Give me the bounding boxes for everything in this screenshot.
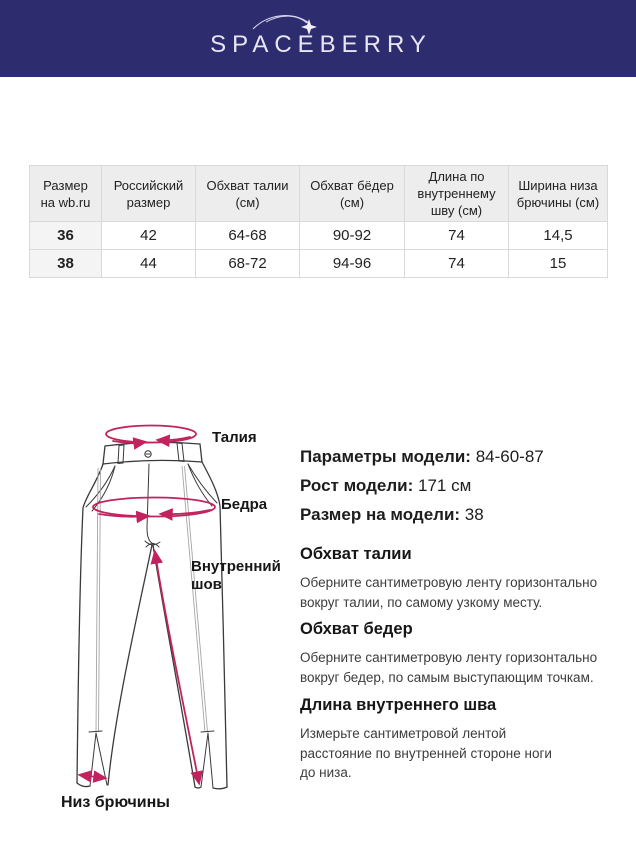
table-cell: 74	[405, 250, 509, 278]
hem-label: Низ брючины	[61, 794, 170, 811]
guide-inseam-title: Длина внутреннего шва	[300, 696, 497, 714]
table-header-cell: Российский размер	[102, 166, 196, 222]
table-header-cell: Ширина низа брючины (см)	[509, 166, 608, 222]
table-row	[30, 222, 608, 250]
table-header-cell: Обхват талии (см)	[196, 166, 300, 222]
brand-header-bar	[0, 0, 636, 77]
table-cell: 14,5	[509, 222, 608, 250]
model-params-label: Параметры модели:	[300, 447, 471, 466]
waist-label: Талия	[212, 429, 257, 446]
table-header-cell: Обхват бёдер (см)	[300, 166, 405, 222]
table-cell: 94-96	[300, 250, 405, 278]
guide-hips	[300, 620, 632, 687]
guide-waist-title: Обхват талии	[300, 545, 412, 563]
table-cell: 36	[30, 222, 102, 250]
table-cell: 15	[509, 250, 608, 278]
hips-measure-icon	[93, 498, 215, 517]
table-cell: 90-92	[300, 222, 405, 250]
table-cell: 38	[30, 250, 102, 278]
pants-outline	[77, 442, 227, 788]
table-header-cell: Длина по внутреннему шву (см)	[405, 166, 509, 222]
inseam-label: Внутренний шов	[191, 558, 281, 593]
model-height-value: 171 см	[417, 476, 472, 495]
table-cell: 64-68	[196, 222, 300, 250]
table-cell: 74	[405, 222, 509, 250]
size-table	[29, 165, 608, 278]
guide-inseam	[300, 696, 632, 783]
hem-width-measure-icon	[80, 775, 105, 778]
guide-hips-title: Обхват бедер	[300, 620, 413, 638]
guide-waist	[300, 545, 632, 612]
table-cell: 68-72	[196, 250, 300, 278]
brand-logo: SPACEBERRY	[210, 31, 432, 58]
model-size-value: 38	[464, 505, 484, 524]
model-height-line	[300, 471, 630, 500]
waist-measure-icon	[106, 426, 196, 443]
guide-inseam-text: Измерьте сантиметровой лентой расстояние по внутренней стороне ноги до низа.	[300, 726, 552, 780]
pants-drawing	[55, 412, 305, 827]
table-cell: 44	[102, 250, 196, 278]
model-size-label: Размер на модели:	[300, 505, 461, 524]
model-size-line	[300, 500, 630, 529]
size-table-header-row	[30, 166, 608, 222]
guide-waist-text: Оберните сантиметровую ленту горизонтально вокруг талии, по самому узкому месту.	[300, 575, 598, 610]
hips-label: Бедра	[221, 496, 268, 513]
model-params-line	[300, 442, 630, 471]
pants-measurement-diagram	[55, 412, 305, 827]
table-row	[30, 250, 608, 278]
guide-hips-text: Оберните сантиметровую ленту горизонтально вокруг бедер, по самым выступающим точкам.	[300, 650, 598, 685]
model-params-value: 84-60-87	[475, 447, 544, 466]
table-header-cell: Размер на wb.ru	[30, 166, 102, 222]
table-cell: 42	[102, 222, 196, 250]
model-info	[300, 442, 630, 529]
model-height-label: Рост модели:	[300, 476, 414, 495]
